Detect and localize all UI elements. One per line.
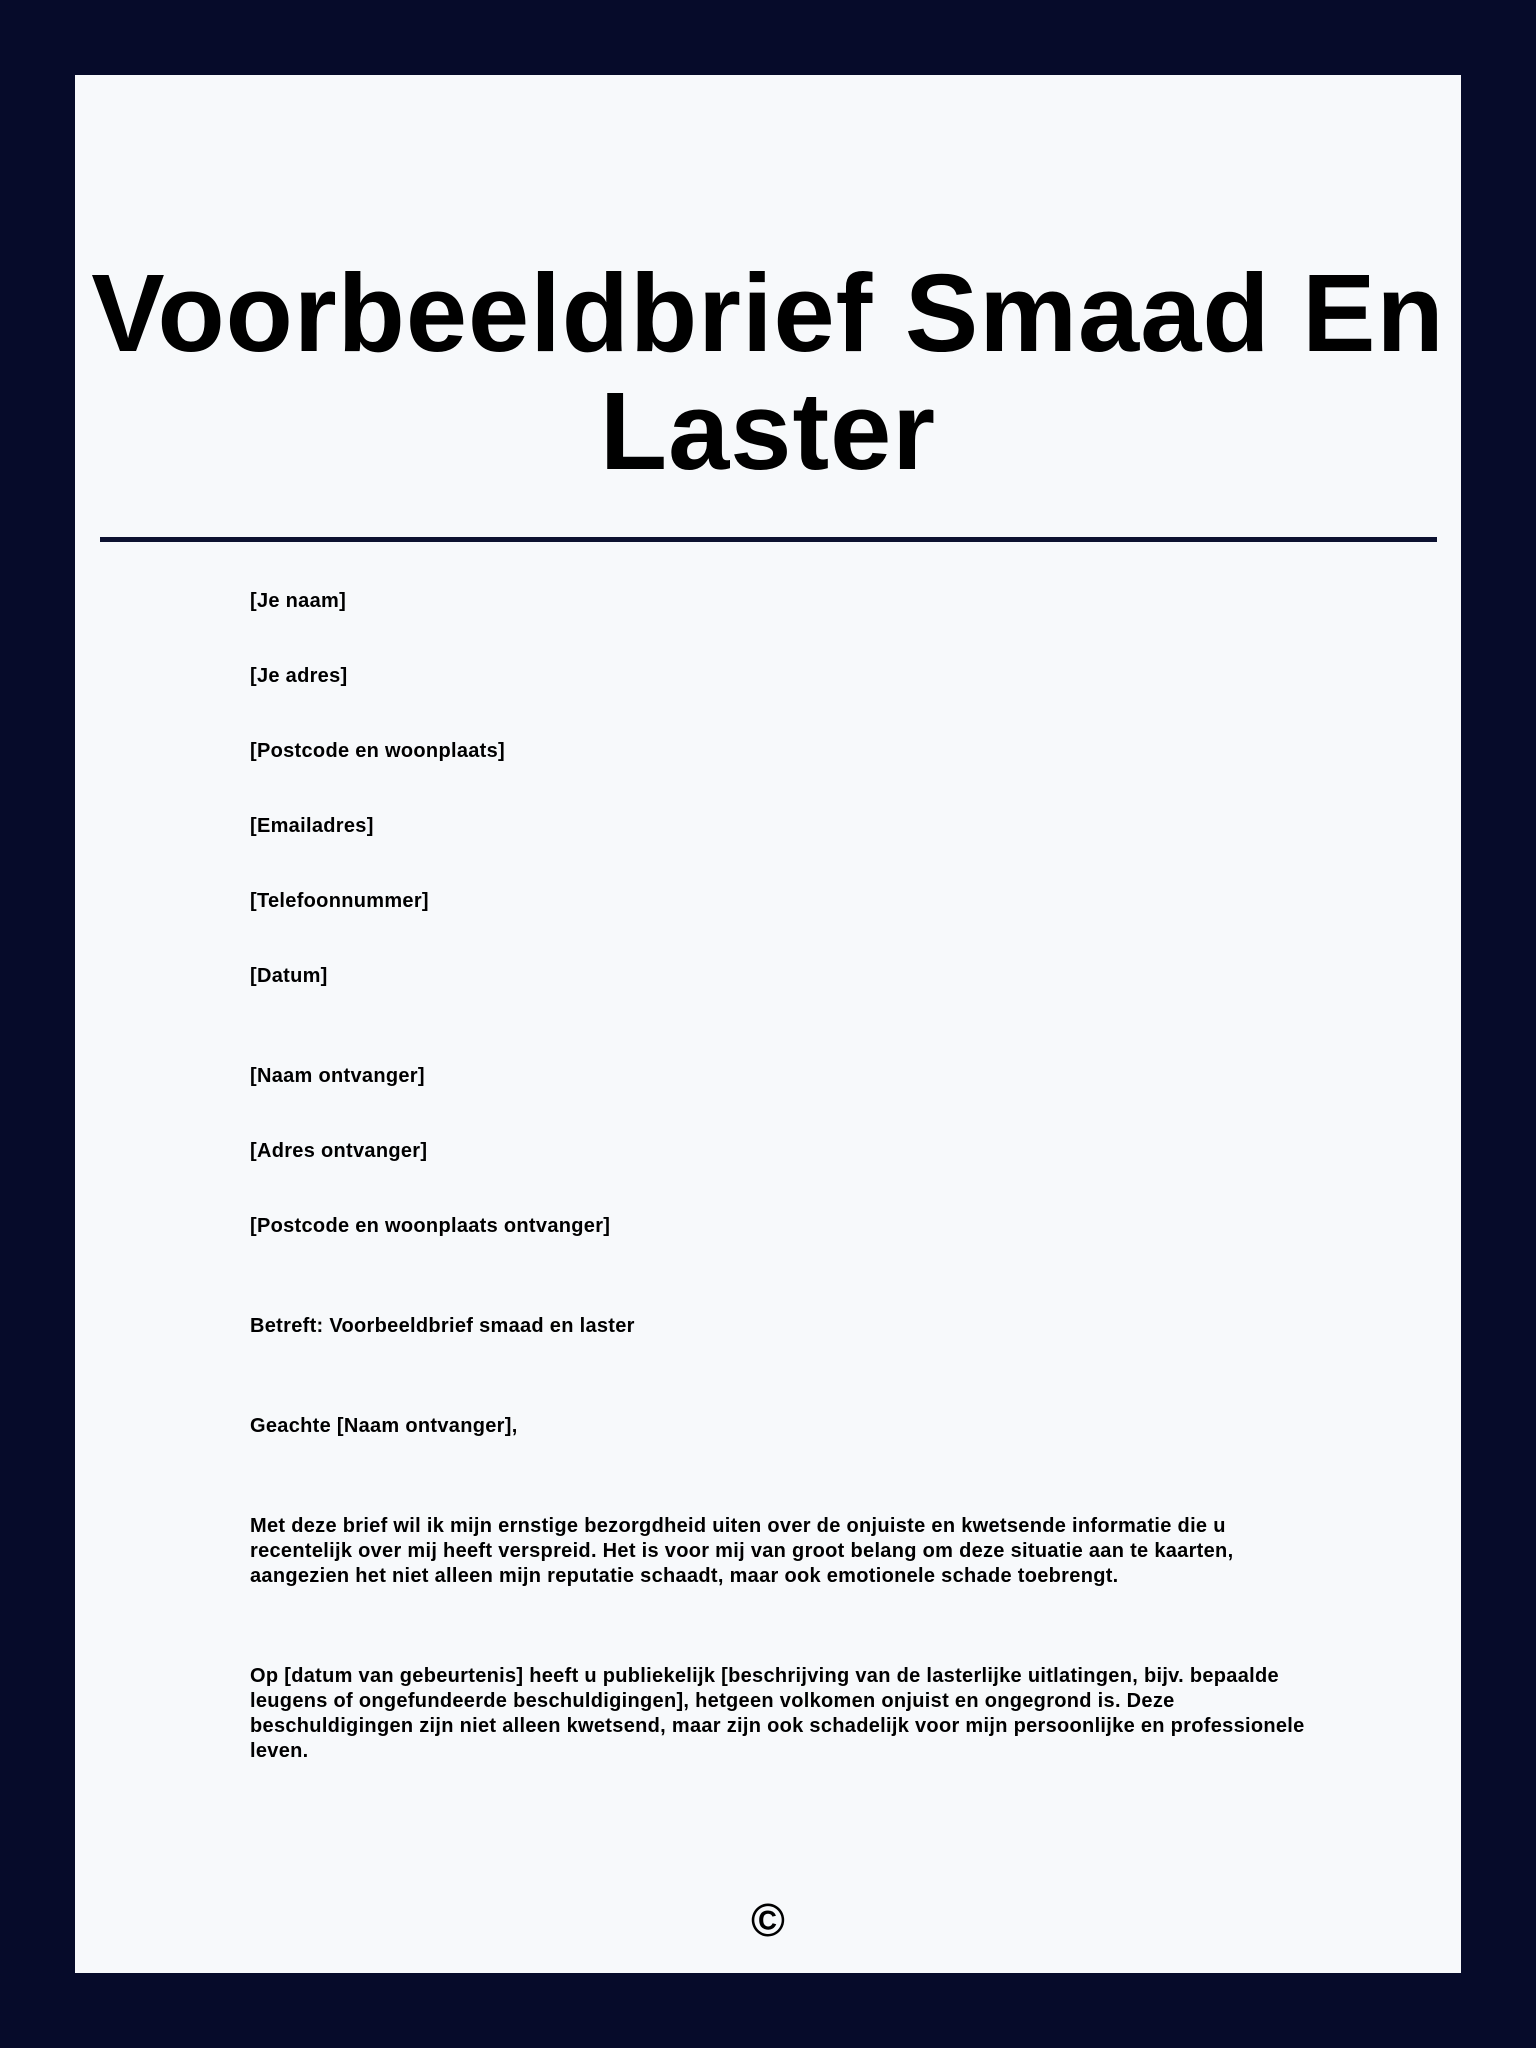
document-page bbox=[75, 75, 1461, 1973]
document-title: Voorbeeldbrief Smaad En Laster bbox=[91, 252, 1445, 493]
sender-email: [Emailadres] bbox=[250, 815, 374, 837]
sender-phone: [Telefoonnummer] bbox=[250, 890, 429, 912]
subject-line: Betreft: Voorbeeldbrief smaad en laster bbox=[250, 1315, 635, 1337]
recipient-address: [Adres ontvanger] bbox=[250, 1140, 428, 1162]
sender-address: [Je adres] bbox=[250, 665, 348, 687]
salutation: Geachte [Naam ontvanger], bbox=[250, 1415, 518, 1437]
copyright-icon: © bbox=[751, 1894, 785, 1946]
sender-postal-city: [Postcode en woonplaats] bbox=[250, 740, 506, 762]
recipient-name: [Naam ontvanger] bbox=[250, 1065, 425, 1087]
sender-name: [Je naam] bbox=[250, 590, 347, 612]
paragraph-1: Met deze brief wil ik mijn ernstige bezorgdheid uiten over de onjuiste en kwetsende informatie die u recentelijk over mij heeft verspreid. Het is voor mij van groot belang om deze situatie aan te kaarten, aangezien het niet alleen mijn reputatie schaadt, maar ook emotionele schade toebrengt. bbox=[250, 1515, 1234, 1587]
paragraph-2: Op [datum van gebeurtenis] heeft u publiekelijk [beschrijving van de lasterlijke uitlatingen, bijv. bepaalde leugens of ongefundeerde beschuldigingen], hetgeen volkomen onjuist en ongegrond is. Deze beschuldigingen zijn niet alleen kwetsend, maar zijn ook schadelijk voor mijn persoonlijke en professionele leven. bbox=[250, 1665, 1305, 1762]
recipient-postal-city: [Postcode en woonplaats ontvanger] bbox=[250, 1215, 611, 1237]
title-divider bbox=[100, 537, 1437, 542]
letter-date: [Datum] bbox=[250, 965, 328, 987]
